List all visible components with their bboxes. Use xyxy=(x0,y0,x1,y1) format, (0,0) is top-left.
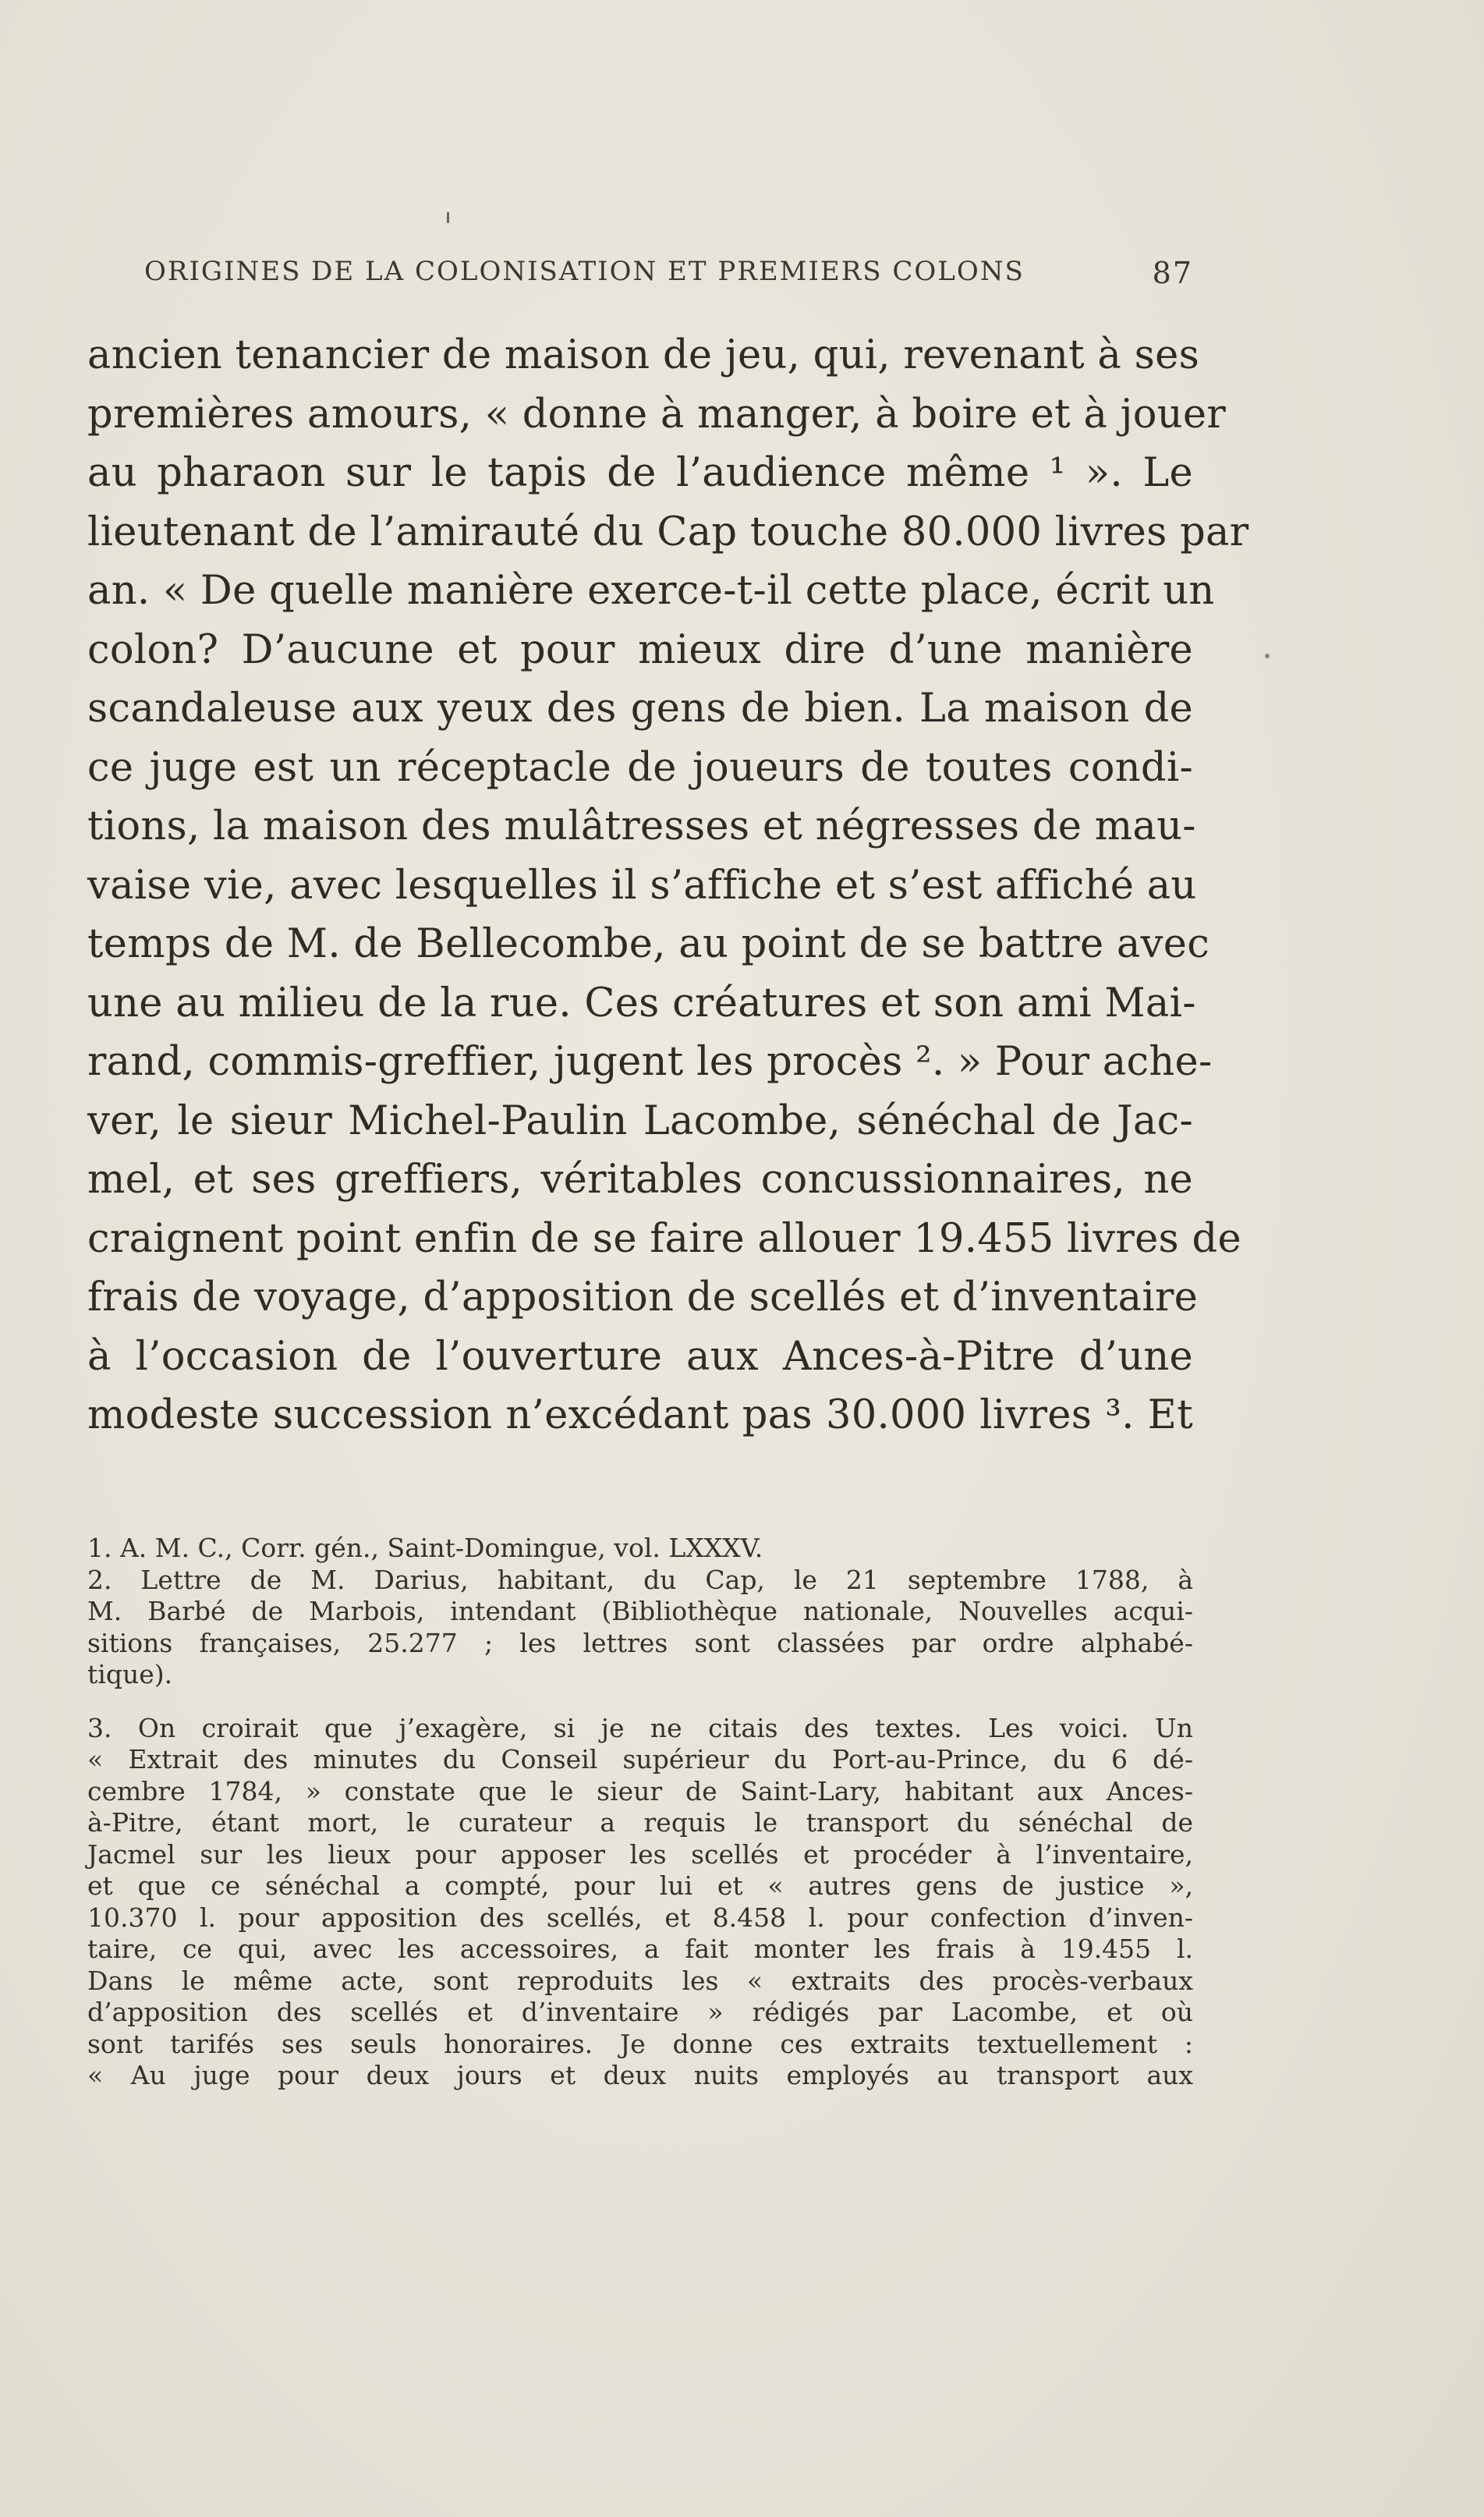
text-line: temps de M. de Bellecombe, au point de se battre avec xyxy=(87,921,1210,967)
footnote-spacer xyxy=(87,1691,1193,1713)
footnote-line: sont tarifés ses seuls honoraires. Je donne ces extraits textuellement : xyxy=(87,2028,1193,2059)
text-line: rand, commis-greffier, jugent les procès ². » Pour ache- xyxy=(87,1039,1213,1085)
print-mark xyxy=(447,212,449,223)
footnote-line: M. Barbé de Marbois, intendant (Bibliothèque nationale, Nouvelles acqui- xyxy=(87,1596,1193,1626)
footnote-line: taire, ce qui, avec les accessoires, a fait monter les frais à 19.455 l. xyxy=(87,1934,1193,1964)
footnote-line: 3. On croirait que j’exagère, si je ne citais des textes. Les voici. Un xyxy=(87,1712,1193,1743)
footnote-line: d’apposition des scellés et d’inventaire » rédigés par Lacombe, et où xyxy=(87,1997,1193,2027)
text-line: craignent point enfin de se faire allouer 19.455 livres de xyxy=(87,1215,1241,1262)
text-line: ver, le sieur Michel-Paulin Lacombe, sénéchal de Jac- xyxy=(87,1097,1193,1144)
footnote-line: tique). xyxy=(87,1659,173,1689)
footnote-line: sitions françaises, 25.277 ; les lettres sont classées par ordre alphabé- xyxy=(87,1627,1193,1658)
text-line: premières amours, « donne à manger, à boire et à jouer xyxy=(87,391,1227,438)
text-line: ancien tenancier de maison de jeu, qui, revenant à ses xyxy=(87,332,1200,378)
text-line: une au milieu de la rue. Ces créatures et son ami Mai- xyxy=(87,980,1196,1026)
footnote-line: 2. Lettre de M. Darius, habitant, du Cap, le 21 septembre 1788, à xyxy=(87,1564,1193,1595)
text-line: mel, et ses greffiers, véritables concussionnaires, ne xyxy=(87,1157,1193,1203)
footnote-line: et que ce sénéchal a compté, pour lui et « autres gens de justice », xyxy=(87,1870,1193,1901)
footnote-line: à-Pitre, étant mort, le curateur a requis le transport du sénéchal de xyxy=(87,1807,1193,1838)
footnote-line: Dans le même acte, sont reproduits les « extraits des procès-verbaux xyxy=(87,1965,1193,1996)
footnote-line: 10.370 l. pour apposition des scellés, et 8.458 l. pour confection d’inven- xyxy=(87,1902,1193,1933)
page-number: 87 xyxy=(1152,256,1193,290)
footnotes xyxy=(87,1533,1193,2092)
footnote-line: « Au juge pour deux jours et deux nuits employés au transport aux xyxy=(87,2060,1193,2090)
text-line: tions, la maison des mulâtresses et négresses de mau- xyxy=(87,803,1196,849)
footnote-line: Jacmel sur les lieux pour apposer les scellés et procéder à l’inventaire, xyxy=(87,1838,1193,1870)
ink-speck xyxy=(1265,654,1270,658)
text-line: au pharaon sur le tapis de l’audience même ¹ ». Le xyxy=(87,450,1193,496)
main-text xyxy=(87,326,1249,1445)
footnote-line: « Extrait des minutes du Conseil supérieur du Port-au-Prince, du 6 dé- xyxy=(87,1744,1193,1774)
footnote-3 xyxy=(87,1713,1193,2092)
text-line: lieutenant de l’amirauté du Cap touche 80.000 livres par xyxy=(87,509,1249,555)
text-line: ce juge est un réceptacle de joueurs de toutes condi- xyxy=(87,744,1193,791)
running-header xyxy=(144,256,1193,295)
footnote-1 xyxy=(87,1533,1193,1565)
text-line: colon? D’aucune et pour mieux dire d’une manière xyxy=(87,626,1193,673)
text-line: modeste succession n’excédant pas 30.000 livres ³. Et xyxy=(87,1392,1193,1438)
footnote-line: 1. A. M. C., Corr. gén., Saint-Domingue, vol. LXXXV. xyxy=(87,1533,763,1563)
text-line: à l’occasion de l’ouverture aux Ances-à-Pitre d’une xyxy=(87,1333,1193,1380)
text-line: frais de voyage, d’apposition de scellés et d’inventaire xyxy=(87,1274,1199,1321)
running-title: ORIGINES DE LA COLONISATION ET PREMIERS COLONS xyxy=(144,256,1025,287)
text-line: an. « De quelle manière exerce-t-il cette place, écrit un xyxy=(87,568,1215,614)
footnote-2 xyxy=(87,1565,1193,1691)
footnote-line: cembre 1784, » constate que le sieur de Saint-Lary, habitant aux Ances- xyxy=(87,1775,1193,1806)
text-line: scandaleuse aux yeux des gens de bien. La maison de xyxy=(87,686,1193,732)
text-line: vaise vie, avec lesquelles il s’affiche et s’est affiché au xyxy=(87,862,1197,909)
